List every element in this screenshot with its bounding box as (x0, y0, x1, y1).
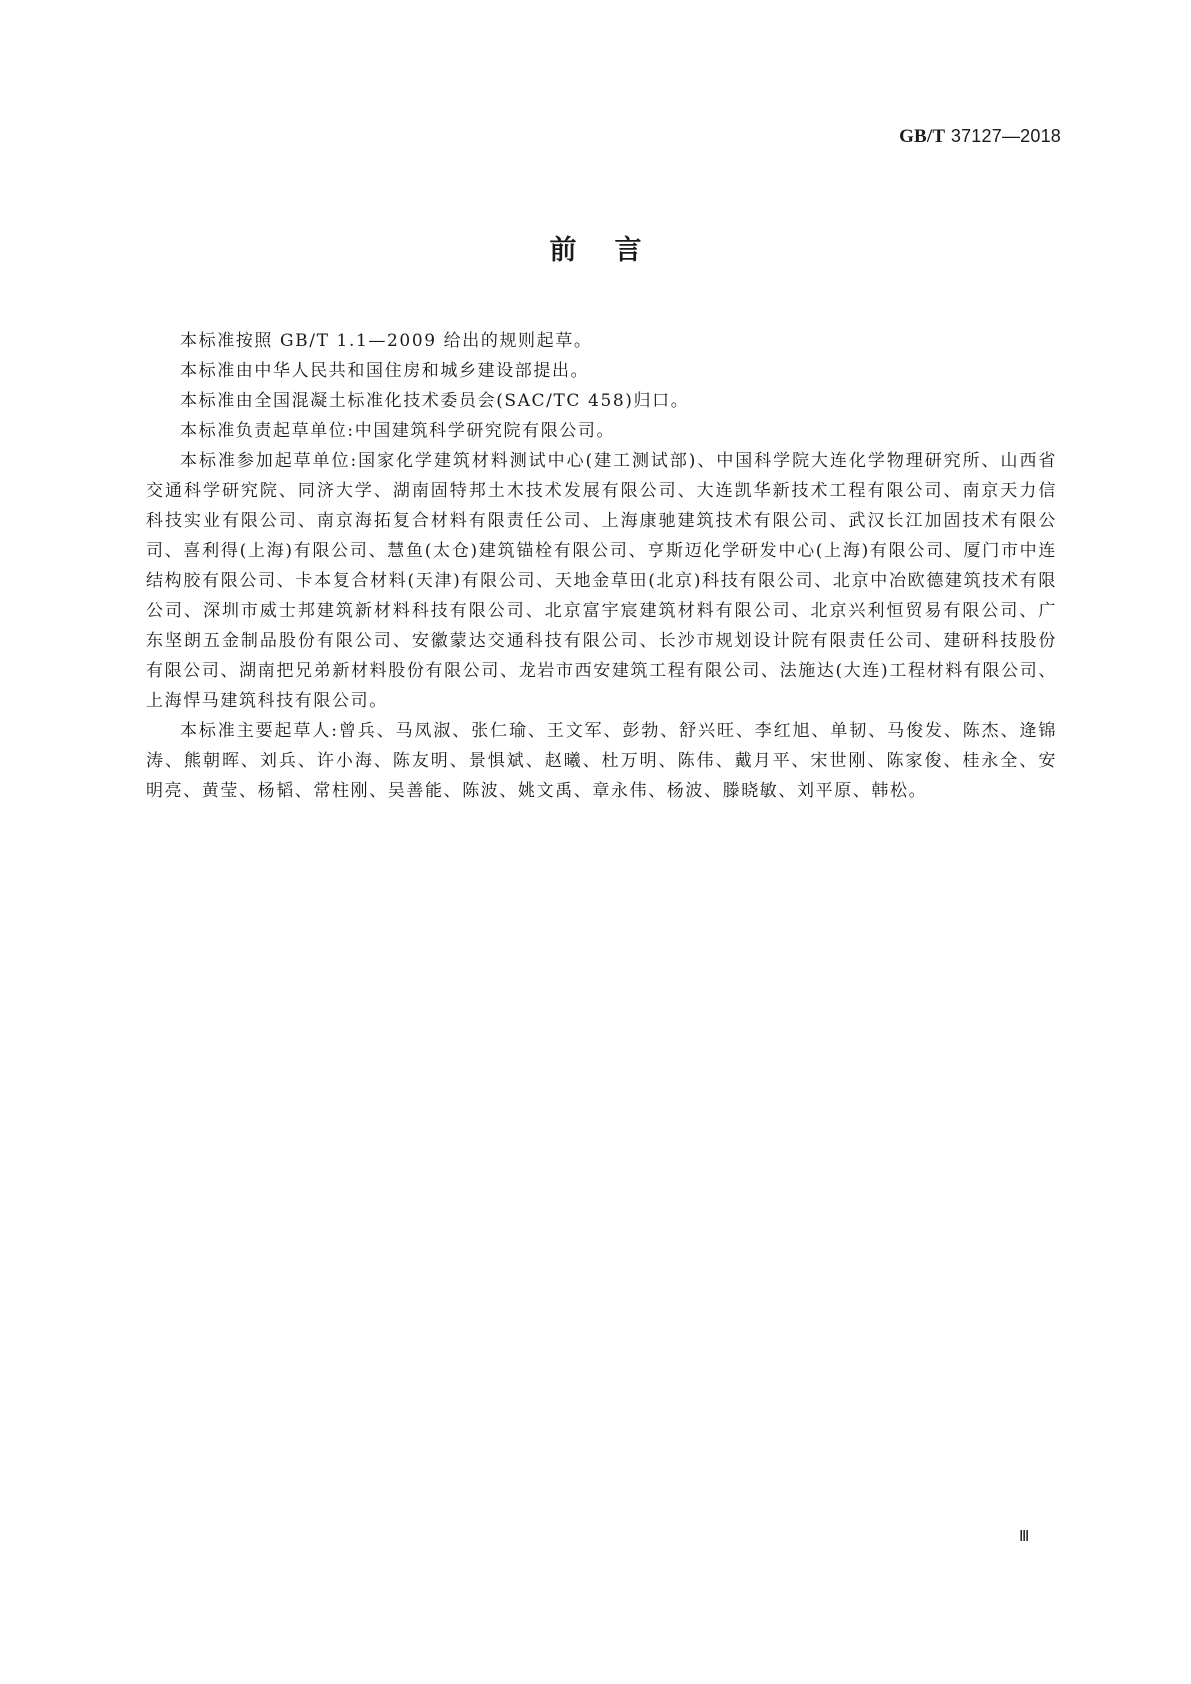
paragraph-main-drafters: 本标准主要起草人:曾兵、马凤淑、张仁瑜、王文军、彭勃、舒兴旺、李红旭、单韧、马俊发、陈杰、逄锦涛、熊朝晖、刘兵、许小海、陈友明、景惧斌、赵曦、杜万明、陈伟、戴月平、宋世刚、陈家俊、桂永全、安明亮、黄莹、杨韬、常柱刚、吴善能、陈波、姚文禹、章永伟、杨波、滕晓敏、刘平原、韩松。 (146, 721, 1057, 801)
paragraph-proposed-by: 本标准由中华人民共和国住房和城乡建设部提出。 (180, 361, 590, 381)
standard-code: GB/T (899, 126, 946, 147)
page-number: Ⅲ (1019, 1529, 1030, 1545)
foreword-body (146, 326, 1057, 806)
standard-number-header (899, 126, 1061, 148)
standard-number: 37127—2018 (950, 126, 1061, 146)
paragraph-drafting-rules: 本标准按照 GB/T 1.1—2009 给出的规则起草。 (180, 331, 593, 351)
paragraph-centralized-by: 本标准由全国混凝土标准化技术委员会(SAC/TC 458)归口。 (180, 391, 690, 411)
paragraph-participating-units: 本标准参加起草单位:国家化学建筑材料测试中心(建工测试部)、中国科学院大连化学物理研究所、山西省交通科学研究院、同济大学、湖南固特邦土木技术发展有限公司、大连凯华新技术工程有限公司、南京天力信科技实业有限公司、南京海拓复合材料有限责任公司、上海康驰建筑技术有限公司、武汉长江加固技术有限公司、喜利得(上海)有限公司、慧鱼(太仓)建筑锚栓有限公司、亨斯迈化学研发中心(上海)有限公司、厦门市中连结构胶有限公司、卡本复合材料(天津)有限公司、天地金草田(北京)科技有限公司、北京中冶欧德建筑技术有限公司、深圳市威士邦建筑新材料科技有限公司、北京富宇宸建筑材料有限公司、北京兴利恒贸易有限公司、广东坚朗五金制品股份有限公司、安徽蒙达交通科技有限公司、长沙市规划设计院有限责任公司、建研科技股份有限公司、湖南把兄弟新材料股份有限公司、龙岩市西安建筑工程有限公司、法施达(大连)工程材料有限公司、上海悍马建筑科技有限公司。 (146, 451, 1057, 711)
paragraph-lead-drafter: 本标准负责起草单位:中国建筑科学研究院有限公司。 (180, 421, 616, 441)
page-title: 前言 (549, 235, 680, 266)
